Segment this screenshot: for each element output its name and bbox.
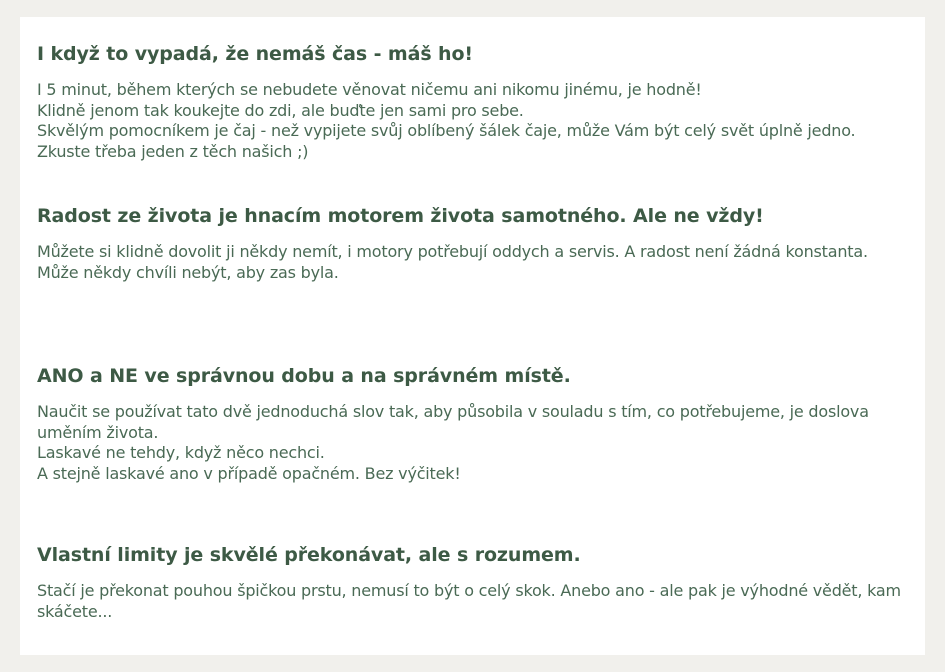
section-body bbox=[37, 402, 901, 484]
body-line: Skvělým pomocníkem je čaj - než vypijete svůj oblíbený šálek čaje, může Vám být celý svět úplně jedno. Zkuste třeba jeden z těch našich ;) bbox=[37, 121, 861, 161]
body-line: A stejně laskavé ano v případě opačném. Bez výčitek! bbox=[37, 463, 461, 483]
tip-section bbox=[37, 364, 901, 484]
section-heading: ANO a NE ve správnou dobu a na správném místě. bbox=[37, 365, 571, 387]
body-line: Stačí je překonat pouhou špičkou prstu, nemusí to být o celý skok. Anebo ano - ale pak je výhodné vědět, kam skáčete... bbox=[37, 581, 906, 621]
body-line: Laskavé ne tehdy, když něco nechci. bbox=[37, 443, 325, 462]
section-body bbox=[37, 80, 901, 162]
section-heading: Vlastní limity je skvělé překonávat, ale s rozumem. bbox=[37, 544, 581, 566]
body-line: Můžete si klidně dovolit ji někdy nemít, i motory potřebují oddych a servis. A radost není žádná konstanta. bbox=[37, 242, 868, 261]
tip-section bbox=[37, 204, 901, 283]
section-body bbox=[37, 581, 906, 622]
section-body bbox=[37, 242, 901, 283]
section-heading: Radost ze života je hnacím motorem života samotného. Ale ne vždy! bbox=[37, 205, 764, 227]
body-line: Může někdy chvíli nebýt, aby zas byla. bbox=[37, 262, 339, 282]
content-card bbox=[20, 17, 925, 655]
body-line: Naučit se používat tato dvě jednoduchá slov tak, aby působila v souladu s tím, co potřebujeme, je doslova uměním života. bbox=[37, 402, 874, 442]
tip-section bbox=[37, 543, 906, 622]
body-line: Klidně jenom tak koukejte do zdi, ale buďte jen sami pro sebe. bbox=[37, 100, 524, 120]
body-line: I 5 minut, během kterých se nebudete věnovat ničemu ani nikomu jinému, je hodně! bbox=[37, 80, 702, 99]
tip-section bbox=[37, 42, 901, 162]
section-heading: I když to vypadá, že nemáš čas - máš ho! bbox=[37, 43, 473, 65]
